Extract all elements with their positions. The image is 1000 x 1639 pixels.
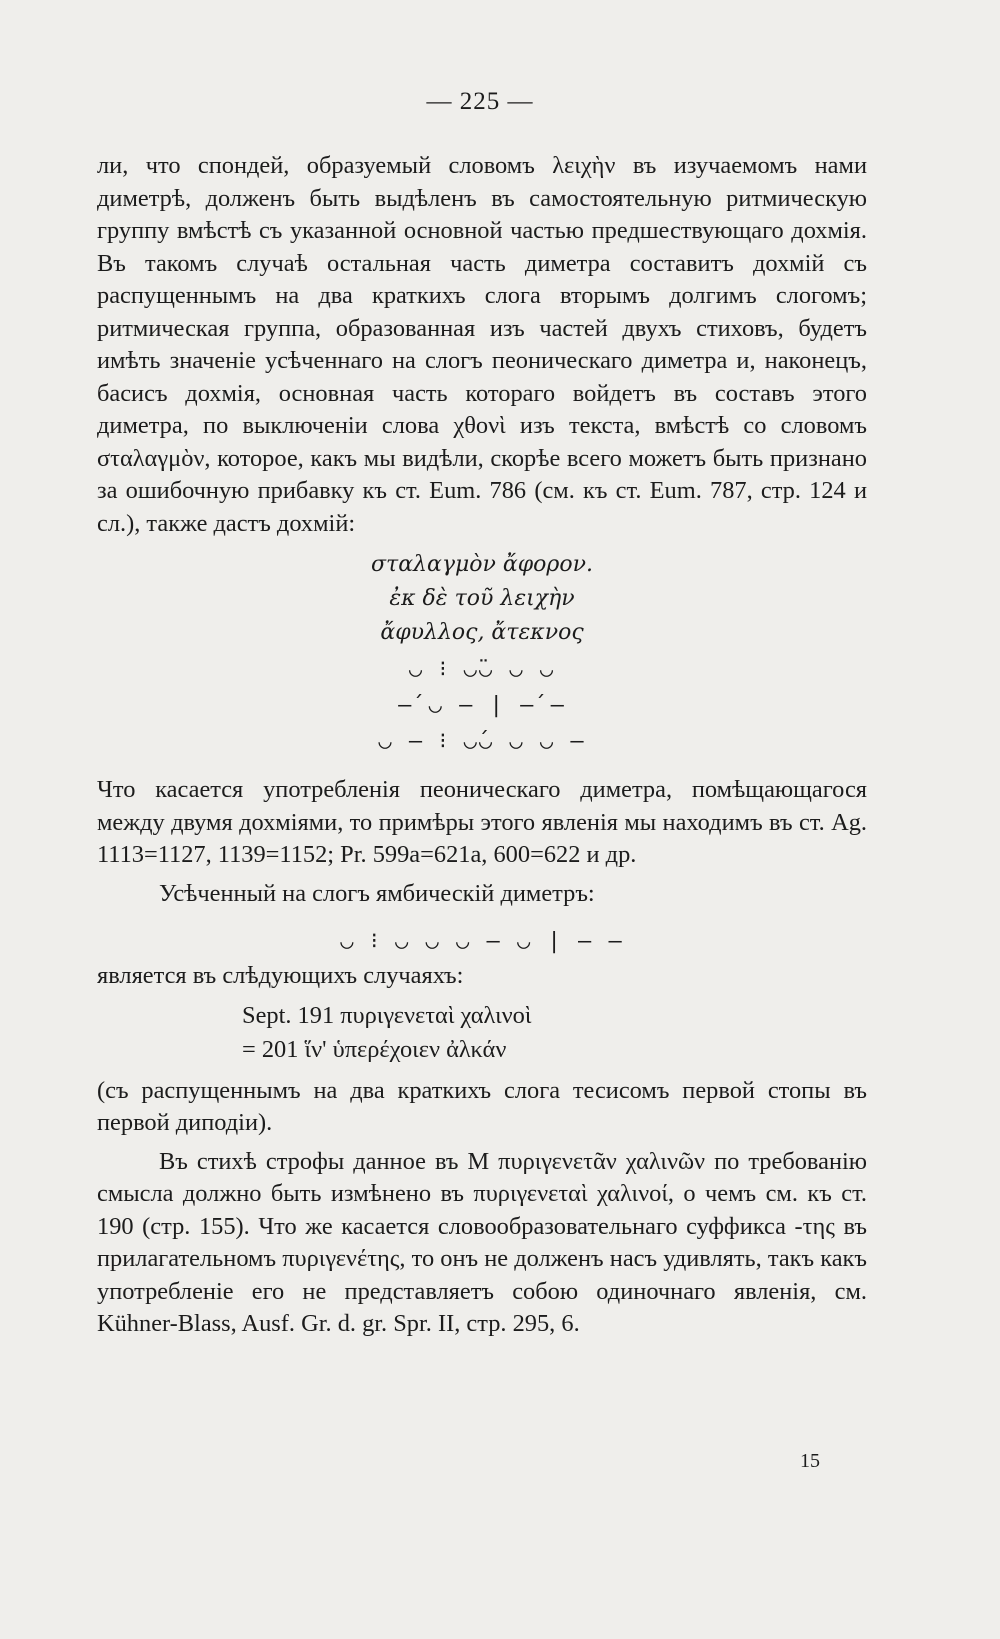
meter-scheme-2: –́ ◡ – | –́ –	[398, 693, 566, 718]
signature-mark: 15	[800, 1450, 820, 1472]
verse-line-3: ἄφυλλος, ἄτεκνος	[380, 620, 584, 645]
paragraph-1: ли, что спондей, образуемый словомъ λειχὴν въ изучаемомъ нами диметрѣ, долженъ быть выдѣленъ въ самостоятельную ритмическую группу вмѣстѣ съ указанной основной частью предшествующаго дохмія. Въ такомъ случаѣ остальная часть диметра составитъ дохмій съ распущеннымъ на два краткихъ слога вторымъ долгимъ слогомъ; ритмическая группа, образованная изъ частей двухъ стиховъ, будетъ имѣть значеніе усѣченнаго на слогъ пеоническаго диметра и, наконецъ, басисъ дохмія, основная часть котораго войдетъ въ составъ этого диметра, по выключеніи слова χθονὶ изъ текста, вмѣстѣ со словомъ σταλαγμὸν, которое, какъ мы видѣли, скорѣе всего можетъ быть признано за ошибочную прибавку къ ст. Eum. 786 (см. къ ст. Eum. 787, стр. 124 и сл.), также дастъ дохмій:	[97, 152, 867, 537]
page-number-header: — 225 —	[426, 88, 534, 115]
paragraph-4: является въ слѣдующихъ случаяхъ:	[97, 962, 464, 989]
paragraph-2: Что касается употребленія пеоническаго диметра, помѣщающагося между двумя дохміями, то примѣры этого явленія мы находимъ въ ст. Ag. 1113=1127, 1139=1152; Pr. 599a=621a, 600=622 и др.	[97, 776, 867, 868]
paragraph-5: (съ распущеннымъ на два краткихъ слога тесисомъ первой стопы въ первой диподіи).	[97, 1076, 867, 1136]
verse-line-1: σταλαγμὸν ἄφορον.	[371, 552, 593, 577]
quote-line-1: Sept. 191 πυριγενεταὶ χαλινοὶ	[242, 1001, 532, 1029]
paragraph-3: Усѣченный на слогъ ямбическій диметръ:	[159, 879, 595, 907]
meter-scheme-3: ◡ – ⁝ ◡́◡ ◡ ◡ –	[378, 729, 586, 754]
meter-scheme-4: ◡ ⁝ ◡ ◡ ◡ – ◡ | – –	[340, 929, 624, 954]
paragraph-6: Въ стихѣ строфы данное въ M πυριγενετᾶν χαλινῶν по требованію смысла должно быть измѣнено въ πυριγενεταὶ χαλινοί, о чемъ см. къ ст. 190 (стр. 155). Что же касается словообразовательнаго суффикса -της въ прилагательномъ πυριγενέτης, то онъ не долженъ насъ удивлять, такъ какъ употребленіе его не представляетъ собою одиночнаго явленія, см. Kühner-Blass, Ausf. Gr. d. gr. Spr. II, стр. 295, 6.	[97, 1147, 867, 1337]
page-body	[97, 150, 867, 1341]
verse-line-2: ἐκ δὲ τοῦ λειχὴν	[389, 586, 575, 611]
quote-line-2: = 201 ἵν' ὑπερέχοιεν ἀλκάν	[242, 1035, 507, 1063]
meter-scheme-1: ◡ ⁝ ◡̈◡ ◡ ◡	[408, 657, 556, 682]
